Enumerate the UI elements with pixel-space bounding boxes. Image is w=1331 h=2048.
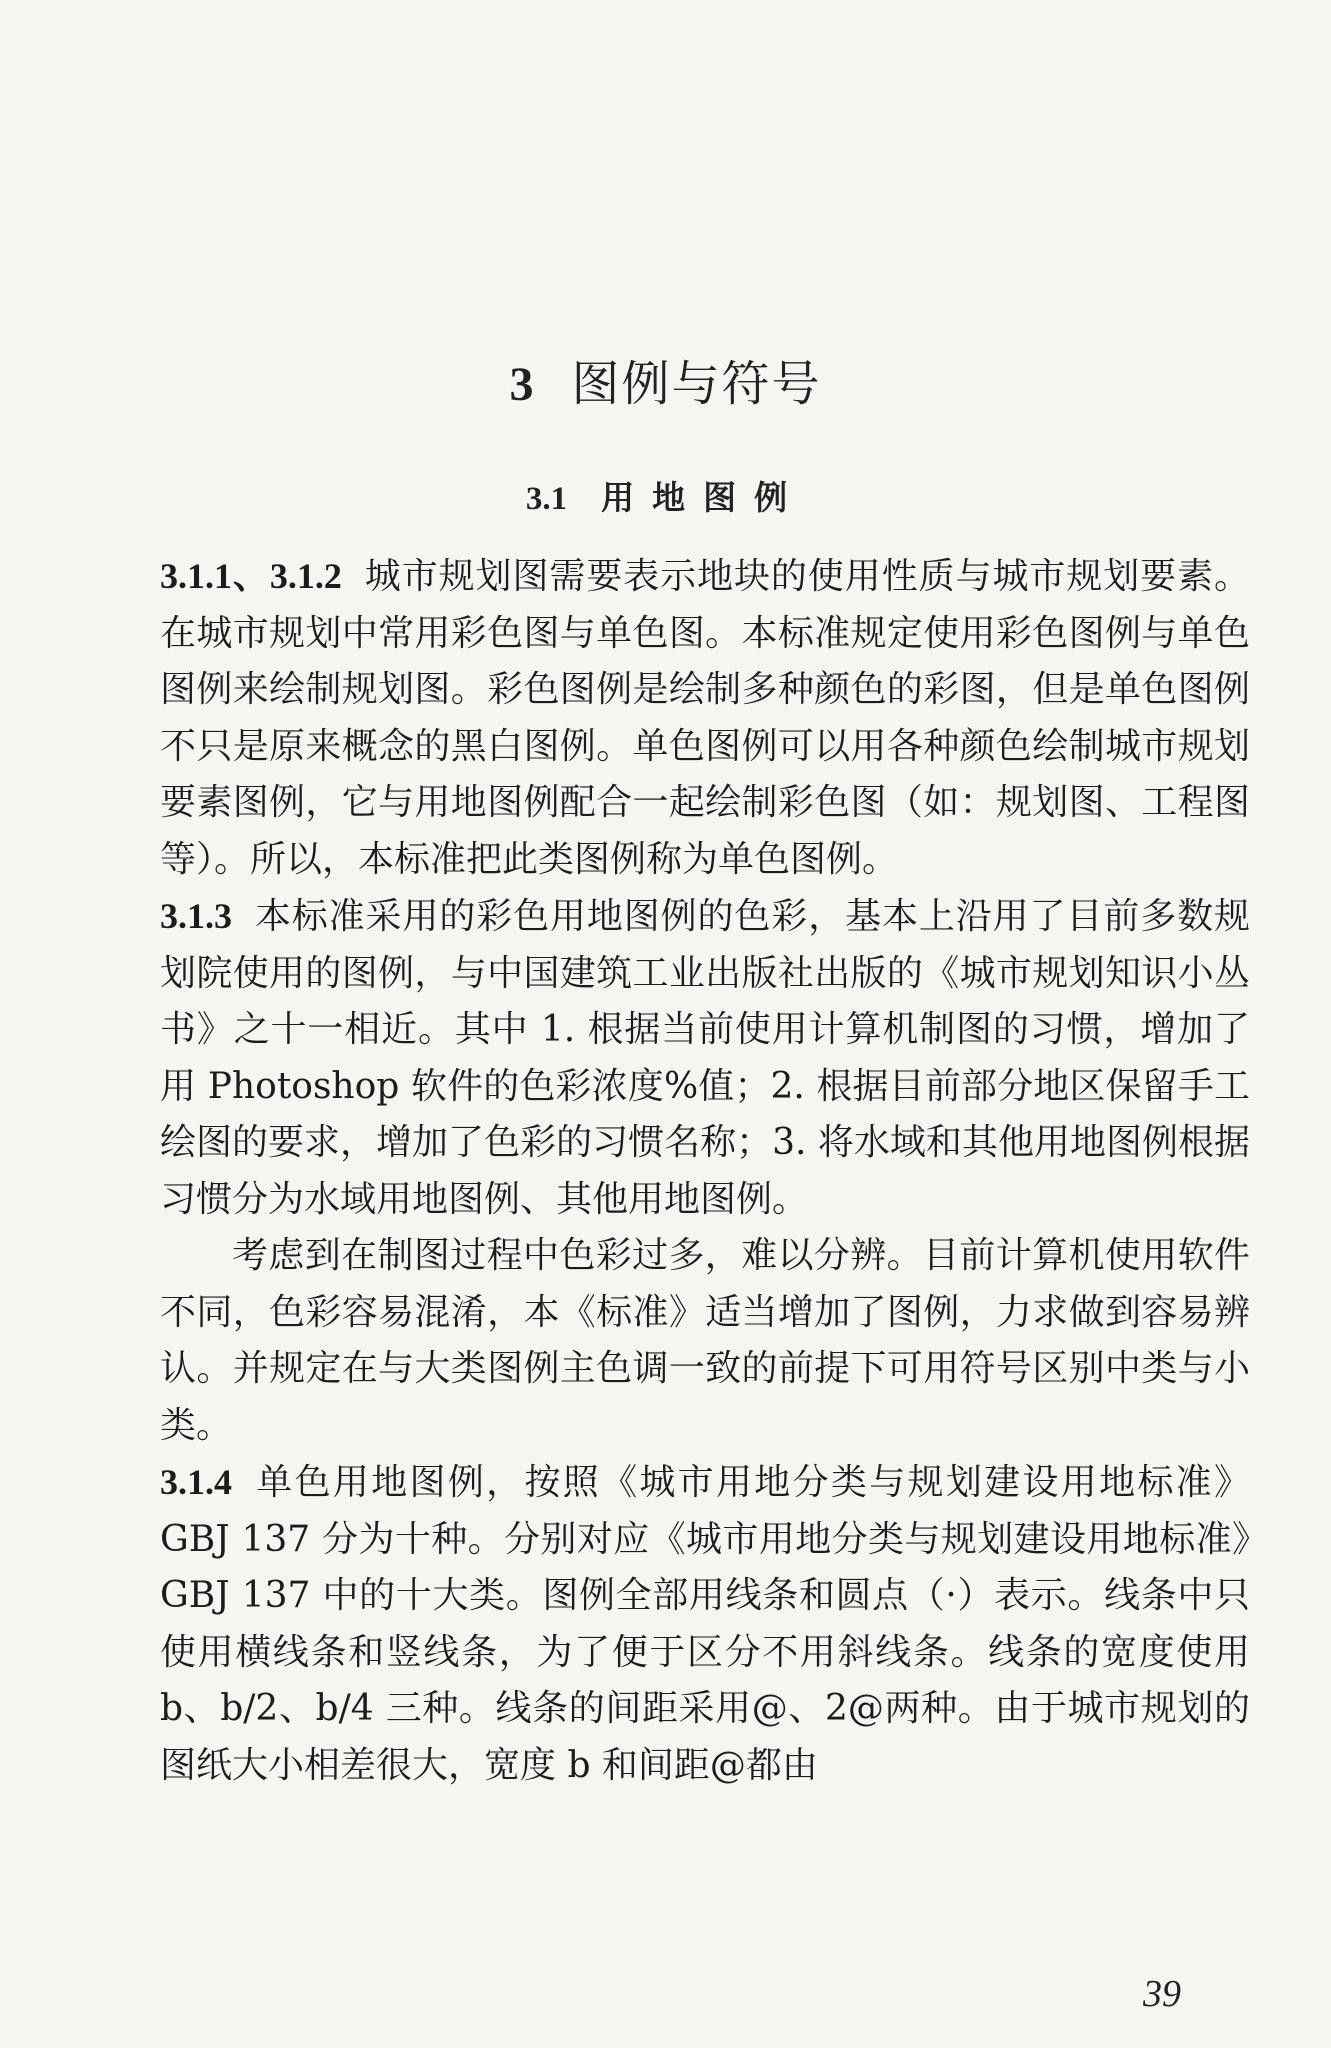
section-number: 3.1: [525, 481, 568, 517]
chapter-number: 3: [509, 358, 536, 411]
paragraph-clause-3-1-3: [160, 888, 1250, 1228]
clause-number: 3.1.4: [160, 1462, 232, 1502]
body-text: [160, 548, 1250, 1794]
chapter-title-text: 图例与符号: [571, 356, 822, 412]
section-title: [0, 472, 1331, 519]
paragraph-text: 单色用地图例，按照《城市用地分类与规划建设用地标准》GBJ 137 分为十种。分别对应《城市用地分类与规划建设用地标准》GBJ 137 中的十大类。图例全部用线条和圆点（·）表示。线条中只使用横线条和竖线条，为了便于区分不用斜线条。线条的宽度使用 b、b/2、b/4 三种。线条的间距采用@、2@两种。由于城市规划的图纸大小相差很大，宽度 b 和间距@都由: [160, 1462, 1250, 1786]
section-title-text: 用地图例: [601, 478, 806, 517]
chapter-title: [0, 345, 1331, 414]
paragraph-clause-3-1-1: [160, 548, 1250, 888]
paragraph-text: 城市规划图需要表示地块的使用性质与城市规划要素。在城市规划中常用彩色图与单色图。本标准规定使用彩色图例与单色图例来绘制规划图。彩色图例是绘制多种颜色的彩图，但是单色图例不只是原来概念的黑白图例。单色图例可以用各种颜色绘制城市规划要素图例，它与用地图例配合一起绘制彩色图（如：规划图、工程图等）。所以，本标准把此类图例称为单色图例。: [160, 556, 1250, 880]
page-number: 39: [1143, 1973, 1181, 2015]
paragraph-clause-3-1-4: [160, 1454, 1250, 1794]
clause-number: 3.1.1、3.1.2: [160, 556, 342, 596]
paragraph-text: 本标准采用的彩色用地图例的色彩，基本上沿用了目前多数规划院使用的图例，与中国建筑工业出版社出版的《城市规划知识小丛书》之十一相近。其中 1. 根据当前使用计算机制图的习惯，增加了用 Photoshop 软件的色彩浓度%值；2. 根据目前部分地区保留手工绘图的要求，增加了色彩的习惯名称；3. 将水域和其他用地图例根据习惯分为水域用地图例、其他用地图例。: [160, 896, 1250, 1220]
paragraph-continuation: [160, 1228, 1250, 1454]
paragraph-text: 考虑到在制图过程中色彩过多，难以分辨。目前计算机使用软件不同，色彩容易混淆，本《标准》适当增加了图例，力求做到容易辨认。并规定在与大类图例主色调一致的前提下可用符号区别中类与小类。: [160, 1235, 1250, 1446]
clause-number: 3.1.3: [160, 896, 232, 936]
